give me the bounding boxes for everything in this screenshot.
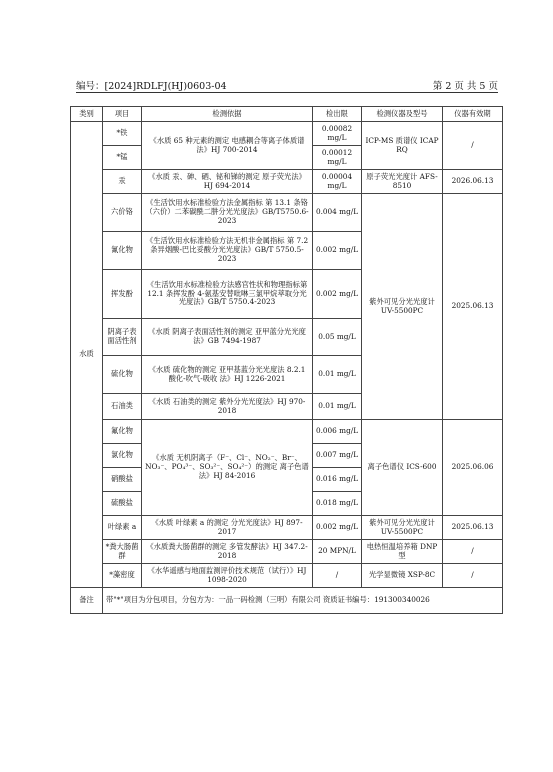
header-limit: 检出限 [313,107,362,122]
instrument-cell: 紫外可见分光光度计 UV-5500PC [362,194,443,420]
limit-cell: 20 MPN/L [313,540,362,564]
limit-cell: 0.007 mg/L [313,444,362,468]
limit-cell: 0.002 mg/L [313,270,362,319]
item-cell: 氯化物 [103,444,142,468]
table-row [71,170,503,194]
table-row [71,194,503,232]
limit-cell: 0.05 mg/L [313,319,362,356]
limit-cell: 0.004 mg/L [313,194,362,232]
item-cell: *铁 [103,122,142,146]
page-indicator: 第 2 页 共 5 页 [432,81,498,92]
instrument-cell: 离子色谱仪 ICS-600 [362,420,443,516]
table-row [71,516,503,540]
item-cell: 六价铬 [103,194,142,232]
item-cell: 汞 [103,170,142,194]
instrument-cell: ICP-MS 质谱仪 ICAP RQ [362,122,443,170]
header-basis: 检测依据 [142,107,313,122]
instrument-cell: 紫外可见分光光度计 UV-5500PC [362,516,443,540]
limit-cell: 0.01 mg/L [313,394,362,420]
test-method-table [70,106,503,614]
item-cell: *锰 [103,146,142,170]
basis-cell: 《水质 叶绿素 a 的测定 分光光度法》HJ 897-2017 [142,516,313,540]
basis-cell: 《水质 无机阴离子（F⁻、Cl⁻、NO₂⁻、Br⁻、NO₃⁻、PO₄³⁻、SO₃²⁻、SO₄²⁻）的测定 离子色谱法》HJ 84-2016 [142,420,313,516]
remark-label: 备注 [71,588,103,614]
report-number: 编号：[2024]RDLFJ(HJ)0603-04 [76,81,227,92]
table-row [71,420,503,444]
header-category: 类别 [71,107,103,122]
limit-cell: / [313,564,362,588]
validity-cell: 2026.06.13 [443,170,503,194]
item-cell: 阴离子表面活性剂 [103,319,142,356]
item-cell: 硝酸盐 [103,468,142,492]
limit-cell: 0.01 mg/L [313,356,362,394]
basis-cell: 《水质 石油类的测定 紫外分光光度法》HJ 970-2018 [142,394,313,420]
limit-cell: 0.016 mg/L [313,468,362,492]
table-row [71,540,503,564]
limit-cell: 0.00012 mg/L [313,146,362,170]
basis-cell: 《水质 硫化物的测定 亚甲基蓝分光光度法 8.2.1 酸化-吹气-吸收 法》HJ 1226-2021 [142,356,313,394]
instrument-cell: 光学显微镜 XSP-8C [362,564,443,588]
limit-cell: 0.00004 mg/L [313,170,362,194]
basis-cell: 《水华遥感与地面监测评价技术规范（试行）》HJ 1098-2020 [142,564,313,588]
basis-cell: 《水质 阴离子表面活性剂的测定 亚甲蓝分光光度法》GB 7494-1987 [142,319,313,356]
item-cell: *藻密度 [103,564,142,588]
item-cell: 氟化物 [103,420,142,444]
item-cell: 硫酸盐 [103,492,142,516]
limit-cell: 0.00082 mg/L [313,122,362,146]
category-cell: 水质 [71,122,103,588]
table-row [71,122,503,146]
validity-cell: / [443,540,503,564]
item-cell: 石油类 [103,394,142,420]
table-header-row [71,107,503,122]
validity-cell: 2025.06.13 [443,194,503,420]
limit-cell: 0.018 mg/L [313,492,362,516]
header-validity: 仪器有效期 [443,107,503,122]
validity-cell: 2025.06.06 [443,420,503,516]
basis-cell: 《水质粪大肠菌群的测定 多管发酵法》HJ 347.2-2018 [142,540,313,564]
basis-cell: 《生活饮用水标准检验方法无机非金属指标 第 7.2 条异烟酸-巴比妥酸分光光度法》GB/T 5750.5-2023 [142,232,313,270]
validity-cell: / [443,564,503,588]
header-item: 项目 [103,107,142,122]
limit-cell: 0.002 mg/L [313,516,362,540]
validity-cell: / [443,122,503,170]
validity-cell: 2025.06.13 [443,516,503,540]
item-cell: 氰化物 [103,232,142,270]
item-cell: 硫化物 [103,356,142,394]
basis-cell: 《水质 汞、砷、硒、铋和锑的测定 原子荧光法》HJ 694-2014 [142,170,313,194]
basis-cell: 《水质 65 种元素的测定 电感耦合等离子体质谱法》HJ 700-2014 [142,122,313,170]
item-cell: 挥发酚 [103,270,142,319]
limit-cell: 0.006 mg/L [313,420,362,444]
remark-text: 带"*"项目为分包项目，分包方为：一品一码检测（三明）有限公司 资质证书编号：191300340026 [103,588,503,614]
item-cell: *粪大肠菌群 [103,540,142,564]
instrument-cell: 电热恒温培养箱 DNP 型 [362,540,443,564]
instrument-cell: 原子荧光光度计 AFS-8510 [362,170,443,194]
item-cell: 叶绿素 a [103,516,142,540]
report-header [76,78,498,93]
basis-cell: 《生活饮用水标准检验方法金属指标 第 13.1 条铬（六价）二苯碳酰二肼分光光度法》GB/T5750.6-2023 [142,194,313,232]
limit-cell: 0.002 mg/L [313,232,362,270]
remark-row [71,588,503,614]
table-row [71,564,503,588]
basis-cell: 《生活饮用水标准检验方法感官性状和物理指标第 12.1 条挥发酚 4-氨基安替吡啉三氯甲烷萃取分光光度法》GB/T 5750.4-2023 [142,270,313,319]
header-instrument: 检测仪器及型号 [362,107,443,122]
